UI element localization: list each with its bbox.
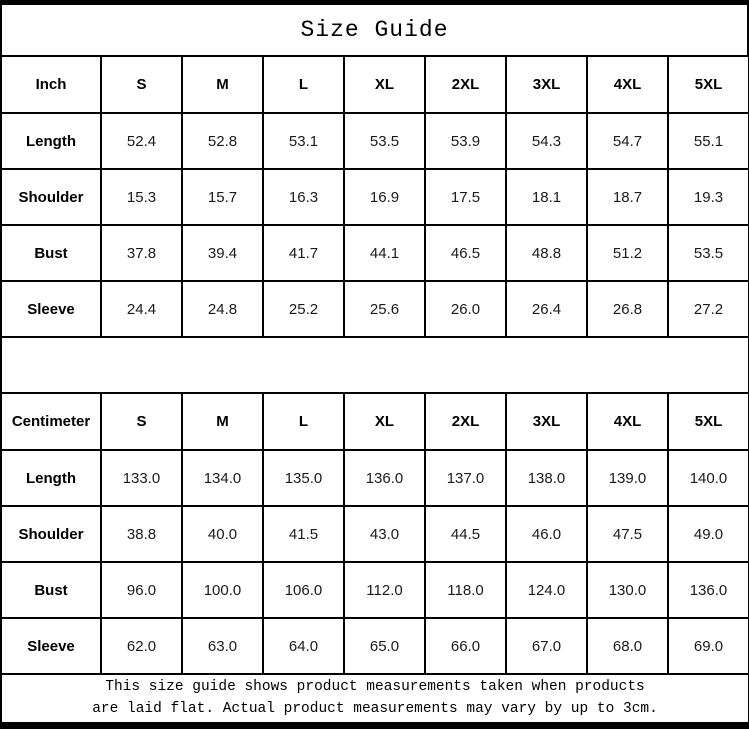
size-header-cell: M xyxy=(182,56,263,113)
size-header-cell: 2XL xyxy=(425,56,506,113)
inch-unit-header-cell: Inch xyxy=(1,56,101,113)
size-guide-table xyxy=(0,55,749,724)
measurement-value-cell: 100.0 xyxy=(182,562,263,618)
size-header-cell: S xyxy=(101,56,182,113)
size-header-cell: L xyxy=(263,56,344,113)
measurement-value-cell: 55.1 xyxy=(668,113,749,169)
measurement-value-cell: 69.0 xyxy=(668,618,749,674)
inch-header-row xyxy=(1,56,749,113)
title-area xyxy=(0,5,749,55)
bottom-black-bar xyxy=(0,723,749,729)
measurement-value-cell: 137.0 xyxy=(425,450,506,506)
size-header-cell: S xyxy=(101,393,182,450)
inch-row-shoulder xyxy=(1,169,749,225)
size-header-cell: M xyxy=(182,393,263,450)
centimeter-row-bust xyxy=(1,562,749,618)
table-separator-cell xyxy=(1,337,749,393)
measurement-value-cell: 43.0 xyxy=(344,506,425,562)
size-header-cell: 4XL xyxy=(587,393,668,450)
measurement-value-cell: 54.3 xyxy=(506,113,587,169)
table-separator-row xyxy=(1,337,749,393)
measurement-value-cell: 49.0 xyxy=(668,506,749,562)
measurement-value-cell: 19.3 xyxy=(668,169,749,225)
measurement-value-cell: 54.7 xyxy=(587,113,668,169)
measurement-value-cell: 26.0 xyxy=(425,281,506,337)
measurement-value-cell: 68.0 xyxy=(587,618,668,674)
measurement-value-cell: 44.1 xyxy=(344,225,425,281)
measurement-value-cell: 27.2 xyxy=(668,281,749,337)
measurement-value-cell: 24.8 xyxy=(182,281,263,337)
measurement-value-cell: 44.5 xyxy=(425,506,506,562)
measurement-value-cell: 63.0 xyxy=(182,618,263,674)
measurement-value-cell: 15.7 xyxy=(182,169,263,225)
centimeter-row-length xyxy=(1,450,749,506)
size-header-cell: 5XL xyxy=(668,393,749,450)
measurement-value-cell: 140.0 xyxy=(668,450,749,506)
measurement-value-cell: 53.9 xyxy=(425,113,506,169)
measurement-value-cell: 41.7 xyxy=(263,225,344,281)
footer-note-line1: This size guide shows product measurements taken when products xyxy=(105,678,645,695)
measurement-value-cell: 41.5 xyxy=(263,506,344,562)
measurement-label: Bust xyxy=(1,562,101,618)
measurement-value-cell: 130.0 xyxy=(587,562,668,618)
measurement-label: Length xyxy=(1,113,101,169)
measurement-value-cell: 48.8 xyxy=(506,225,587,281)
measurement-value-cell: 53.1 xyxy=(263,113,344,169)
centimeter-unit-header-cell: Centimeter xyxy=(1,393,101,450)
size-header-cell: 3XL xyxy=(506,56,587,113)
inch-row-length xyxy=(1,113,749,169)
measurement-value-cell: 16.3 xyxy=(263,169,344,225)
measurement-value-cell: 26.8 xyxy=(587,281,668,337)
size-header-cell: 2XL xyxy=(425,393,506,450)
measurement-value-cell: 25.6 xyxy=(344,281,425,337)
measurement-value-cell: 65.0 xyxy=(344,618,425,674)
measurement-value-cell: 67.0 xyxy=(506,618,587,674)
footer-note-row xyxy=(1,674,749,723)
centimeter-row-sleeve xyxy=(1,618,749,674)
measurement-value-cell: 17.5 xyxy=(425,169,506,225)
measurement-value-cell: 47.5 xyxy=(587,506,668,562)
size-guide-title: Size Guide xyxy=(300,17,449,43)
measurement-value-cell: 16.9 xyxy=(344,169,425,225)
measurement-value-cell: 136.0 xyxy=(668,562,749,618)
measurement-value-cell: 136.0 xyxy=(344,450,425,506)
measurement-value-cell: 139.0 xyxy=(587,450,668,506)
size-header-cell: 4XL xyxy=(587,56,668,113)
measurement-value-cell: 135.0 xyxy=(263,450,344,506)
footer-note xyxy=(2,677,748,721)
centimeter-header-row xyxy=(1,393,749,450)
measurement-value-cell: 18.1 xyxy=(506,169,587,225)
measurement-label: Sleeve xyxy=(1,281,101,337)
measurement-value-cell: 64.0 xyxy=(263,618,344,674)
measurement-value-cell: 38.8 xyxy=(101,506,182,562)
measurement-value-cell: 112.0 xyxy=(344,562,425,618)
measurement-label: Sleeve xyxy=(1,618,101,674)
measurement-value-cell: 26.4 xyxy=(506,281,587,337)
measurement-value-cell: 138.0 xyxy=(506,450,587,506)
measurement-value-cell: 37.8 xyxy=(101,225,182,281)
measurement-value-cell: 66.0 xyxy=(425,618,506,674)
measurement-value-cell: 96.0 xyxy=(101,562,182,618)
measurement-value-cell: 15.3 xyxy=(101,169,182,225)
measurement-value-cell: 25.2 xyxy=(263,281,344,337)
measurement-value-cell: 40.0 xyxy=(182,506,263,562)
measurement-value-cell: 53.5 xyxy=(668,225,749,281)
size-header-cell: L xyxy=(263,393,344,450)
measurement-label: Length xyxy=(1,450,101,506)
measurement-value-cell: 46.0 xyxy=(506,506,587,562)
footer-note-cell xyxy=(1,674,749,723)
measurement-value-cell: 46.5 xyxy=(425,225,506,281)
measurement-value-cell: 51.2 xyxy=(587,225,668,281)
size-header-cell: XL xyxy=(344,393,425,450)
footer-note-line2: are laid flat. Actual product measurements may vary by up to 3cm. xyxy=(92,700,658,717)
measurement-value-cell: 18.7 xyxy=(587,169,668,225)
measurement-label: Bust xyxy=(1,225,101,281)
inch-row-bust xyxy=(1,225,749,281)
measurement-label: Shoulder xyxy=(1,169,101,225)
measurement-value-cell: 118.0 xyxy=(425,562,506,618)
inch-row-sleeve xyxy=(1,281,749,337)
measurement-value-cell: 106.0 xyxy=(263,562,344,618)
centimeter-row-shoulder xyxy=(1,506,749,562)
size-header-cell: XL xyxy=(344,56,425,113)
measurement-value-cell: 133.0 xyxy=(101,450,182,506)
measurement-value-cell: 52.4 xyxy=(101,113,182,169)
measurement-value-cell: 53.5 xyxy=(344,113,425,169)
measurement-value-cell: 52.8 xyxy=(182,113,263,169)
measurement-label: Shoulder xyxy=(1,506,101,562)
measurement-value-cell: 62.0 xyxy=(101,618,182,674)
measurement-value-cell: 124.0 xyxy=(506,562,587,618)
size-header-cell: 3XL xyxy=(506,393,587,450)
measurement-value-cell: 134.0 xyxy=(182,450,263,506)
measurement-value-cell: 24.4 xyxy=(101,281,182,337)
size-header-cell: 5XL xyxy=(668,56,749,113)
measurement-value-cell: 39.4 xyxy=(182,225,263,281)
